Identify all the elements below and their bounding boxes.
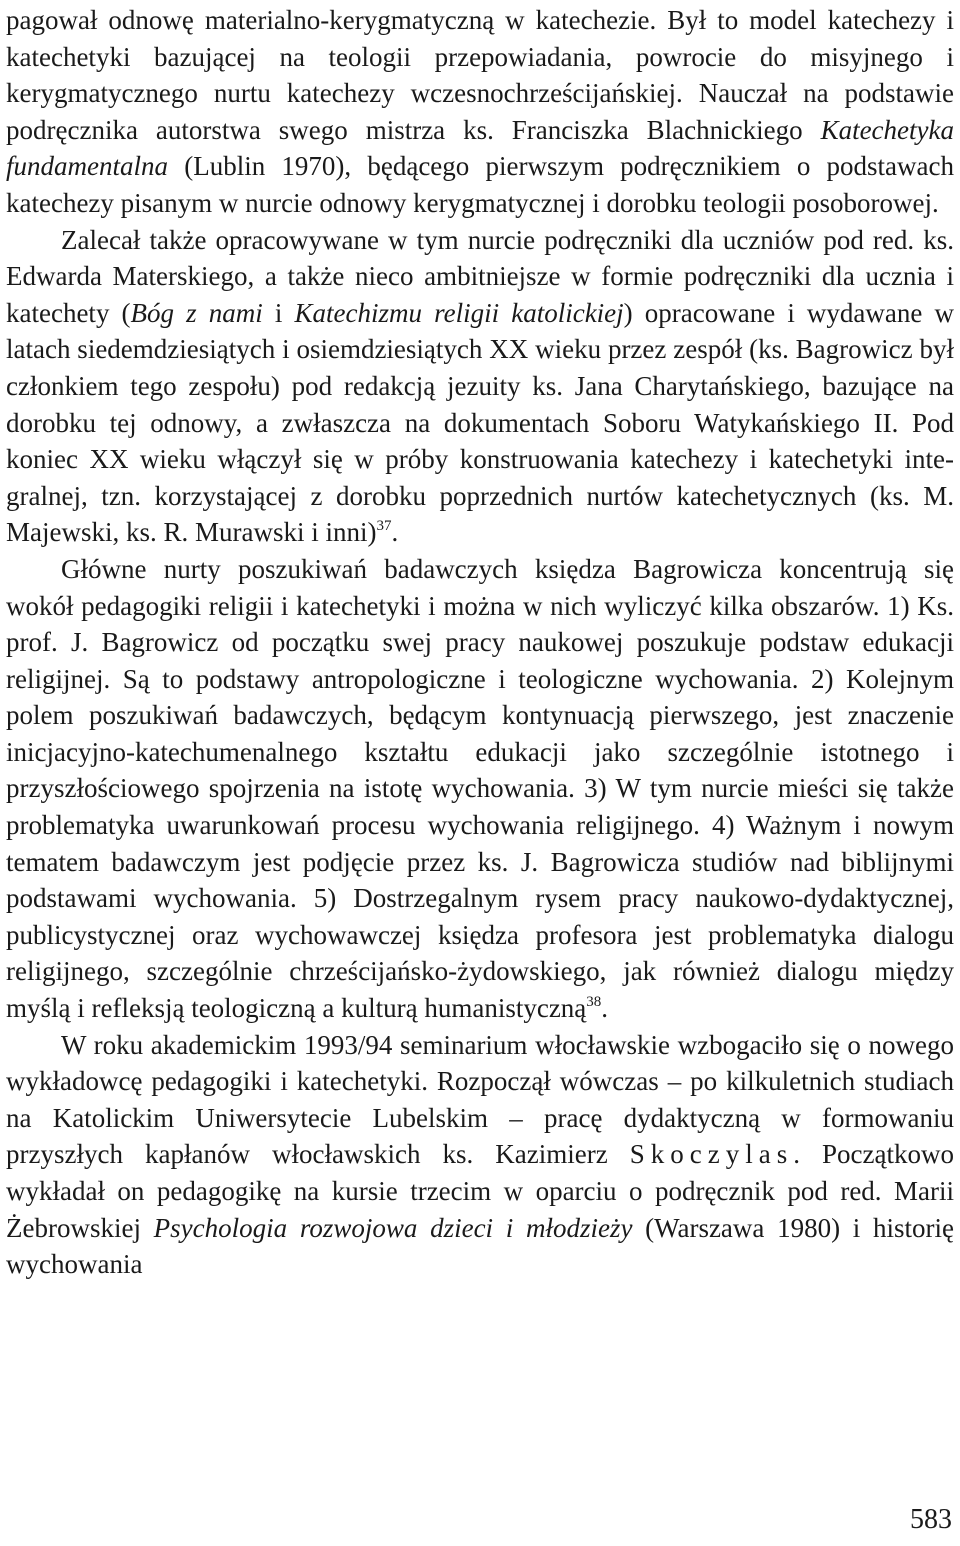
footnote-ref: 37 (376, 518, 392, 535)
paragraph-2 (6, 222, 954, 551)
footnote-ref: 38 (586, 994, 602, 1011)
book-title: Psychologia rozwojowa dzieci i młodzieży (153, 1212, 633, 1243)
text-run: . (601, 993, 609, 1024)
paragraph-4 (6, 1027, 954, 1283)
spaced-name: Skoczylas (629, 1139, 794, 1170)
page-body (6, 2, 954, 1283)
text-run: (Warszawa 1980) i historię wychowania (6, 1212, 954, 1280)
page-number: 583 (910, 1504, 952, 1535)
paragraph-1 (6, 2, 954, 222)
paragraph-3 (6, 551, 954, 1027)
text-run: pagował odnowę materialno-kerygmatyczną w katechezie. Był to model katechezy i katechetyki bazującej na teologii przepowiadania, powrocie do misyjnego i kerygmatycznego nurtu katechezy wczesnochrześcijańskiej. Nauczał na podstawie podręcznika autorstwa swego mistrza ks. Franciszka Blachnickiego (6, 5, 954, 145)
text-run: (Lublin 1970), będącego pierwszym podręcznikiem o podstawach katechezy pisanym w nurcie odnowy kerygmatycznej i dorobku teologii posoborowej. (6, 151, 954, 218)
book-title: Katechetyka fundamentalna (6, 114, 954, 182)
text-run: ) opracowane i wydawane w latach siedemdziesiątych i osiemdziesiątych XX wieku przez zespół (ks. Bagrowicz był członkiem tego zespołu) pod redakcją jezuity ks. Jana Charytańskiego, bazujące na dorobku tej odnowy, a zwłaszcza na dokumentach Soboru Watykańskiego II. Pod koniec XX wieku włączył się w próby konstruowania katechezy i katechetyki integralnej, tzn. korzystającej z dorobku poprzednich nurtów katechetycznych (ks. M. Majewski, ks. R. Murawski i inni) (6, 297, 954, 548)
book-title: Bóg z nami (130, 297, 263, 328)
text-run: Zalecał także opracowywane w tym nurcie podręczniki dla uczniów pod red. ks. Edwarda Materskiego, a także nieco ambitniejsze w formie podręczniki dla ucznia i katechety ( (6, 224, 954, 328)
book-title: Katechizmu religii katolickiej (294, 297, 624, 328)
text-run: . Początkowo wykładał on pedagogikę na kursie trzecim w oparciu o podręcznik pod red. Marii Żebrowskiej (6, 1139, 954, 1243)
text-run: W roku akademickim 1993/94 seminarium włocławskie wzbogaciło się o nowego wykładowcę pedagogiki i katechetyki. Rozpoczął wówczas – po kilkuletnich studiach na Katolickim Uniwersytecie Lubelskim – pracę dydaktyczną w formowaniu przyszłych kapłanów włocławskich ks. Kazimierz (6, 1029, 954, 1170)
text-run: . (391, 517, 399, 548)
text-run: i (262, 297, 295, 328)
text-run: Główne nurty poszukiwań badawczych księdza Bagrowicza koncentrują się wokół pedagogiki religii i katechetyki i można w nich wyliczyć kilka obszarów. 1) Ks. prof. J. Bagrowicz od początku swej pracy naukowej poszukuje podstaw edukacji religijnej. Są to podstawy antropologiczne i teologiczne wychowania. 2) Kolejnym polem poszukiwań badawczych, będącym kontynuacją pierwszego, jest znaczenie inicjacyjno-katechumenalnego kształtu edukacji jako szczególnie istotnego i przyszłościowego spojrzenia na istotę wychowania. 3) W tym nurcie mieści się także problematyka uwarunkowań procesu wychowania religijnego. 4) Ważnym i nowym tematem badawczym jest podjęcie przez ks. J. Bagrowicza studiów nad biblijnymi podstawami wychowania. 5) Dostrzegalnym rysem pracy naukowo-dydaktycznej, publicystycznej oraz wychowawczej księdza profesora jest problematyka dialogu religijnego, szczególnie chrześcijańsko-żydowskiego, jak również dialogu między myślą i refleksją teologiczną a kulturą humanistyczną (6, 553, 954, 1024)
